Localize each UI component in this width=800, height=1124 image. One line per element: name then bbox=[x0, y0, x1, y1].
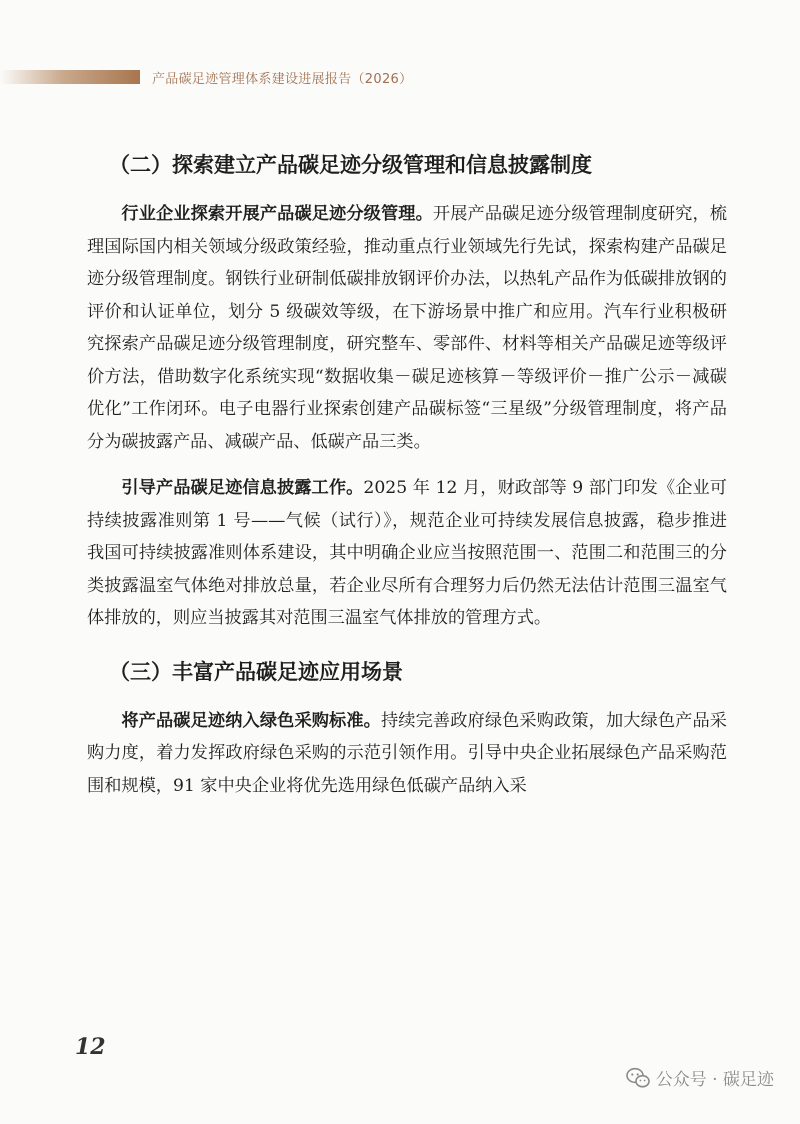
paragraph bbox=[87, 198, 727, 458]
paragraph bbox=[87, 705, 727, 803]
wechat-icon bbox=[626, 1067, 650, 1089]
paragraph-lead: 引导产品碳足迹信息披露工作。 bbox=[121, 478, 364, 498]
page-number: 12 bbox=[75, 1034, 106, 1060]
watermark-text: 公众号 · 碳足迹 bbox=[655, 1070, 774, 1090]
running-header: 产品碳足迹管理体系建设进展报告（2026） bbox=[152, 72, 413, 87]
header-decoration-bar bbox=[0, 70, 140, 84]
section-heading-3: （三）丰富产品碳足迹应用场景 bbox=[109, 658, 403, 684]
paragraph-text: 2025 年 12 月，财政部等 9 部门印发《企业可持续披露准则第 1 号——气候（试行）》，规范企业可持续发展信息披露，稳步推进我国可持续披露准则体系建设，其中明确企业应当按照范围一、范围二和范围三的分类披露温室气体绝对排放总量，若企业尽所有合理努力后仍然无法估计范围三温室气体排放的，则应当披露其对范围三温室气体排放的管理方式。 bbox=[87, 478, 727, 628]
paragraph-lead: 行业企业探索开展产品碳足迹分级管理。 bbox=[121, 204, 433, 224]
paragraph-lead: 将产品碳足迹纳入绿色采购标准。 bbox=[121, 710, 381, 731]
paragraph-text: 开展产品碳足迹分级管理制度研究，梳理国际国内相关领域分级政策经验，推动重点行业领域先行先试，探索构建产品碳足迹分级管理制度。钢铁行业研制低碳排放钢评价办法，以热轧产品作为低碳排放钢的评价和认证单位，划分 5 级碳效等级，在下游场景中推广和应用。汽车行业积极研究探索产品碳足迹分级管理制度，研究整车、零部件、材料等相关产品碳足迹等级评价方法，借助数字化系统实现“数据收集－碳足迹核算－等级评价－推广公示－减碳优化”工作闭环。电子电器行业探索创建产品碳标签“三星级”分级管理制度，将产品分为碳披露产品、减碳产品、低碳产品三类。 bbox=[87, 204, 727, 452]
paragraph-text: 持续完善政府绿色采购政策，加大绿色产品采购力度，着力发挥政府绿色采购的示范引领作用。引导中央企业拓展绿色产品采购范围和规模，91 家中央企业将优先选用绿色低碳产品纳入采 bbox=[87, 710, 727, 796]
section-heading-2: （二）探索建立产品碳足迹分级管理和信息披露制度 bbox=[109, 152, 592, 177]
paragraph bbox=[87, 472, 727, 635]
watermark bbox=[626, 1065, 774, 1090]
page-body bbox=[87, 150, 727, 816]
